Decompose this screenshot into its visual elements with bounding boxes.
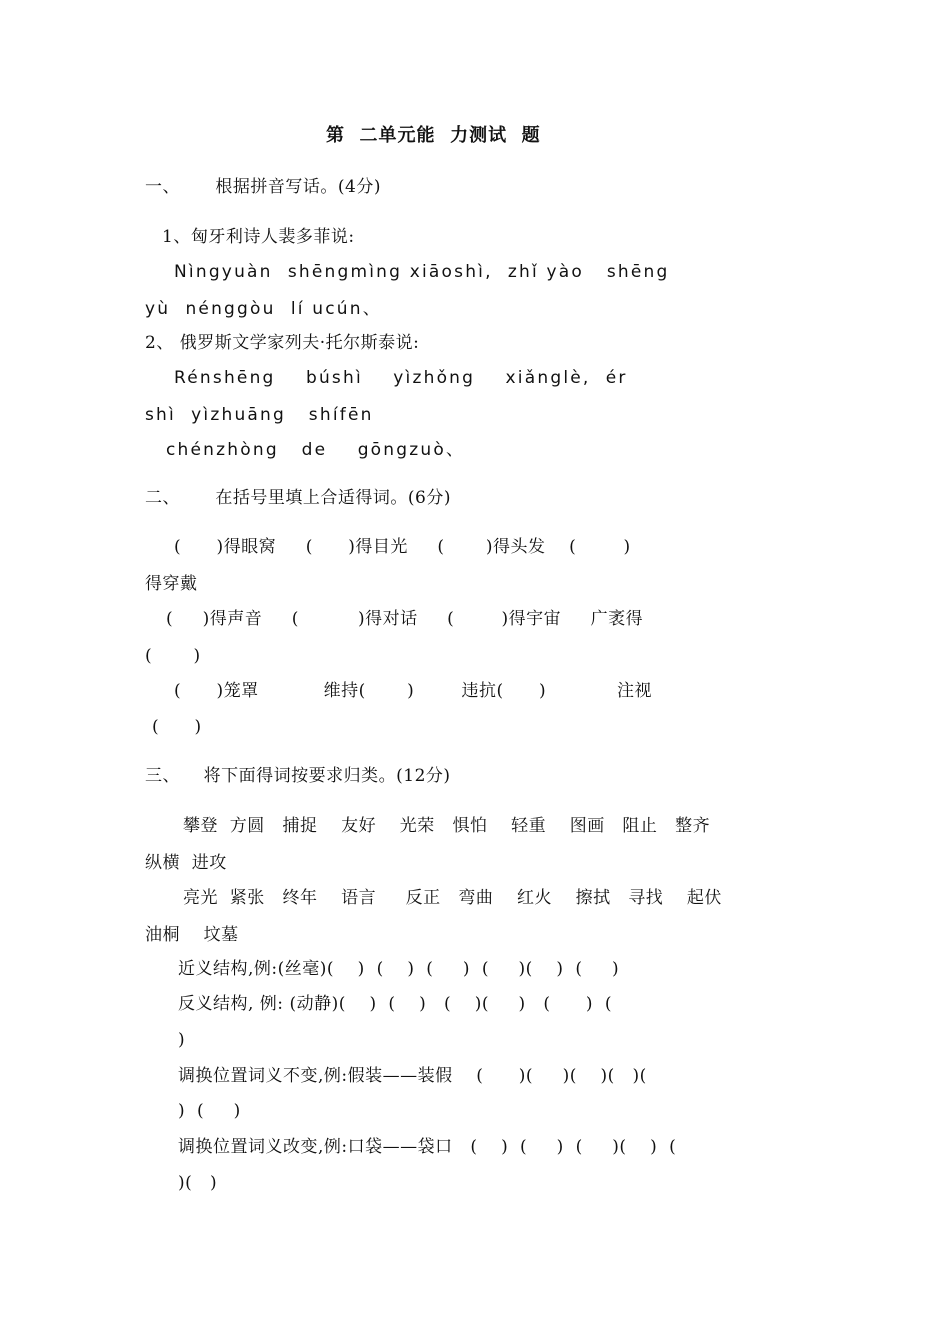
section2-row3-cont: ( ) (152, 717, 202, 737)
q2-pinyin-line1: Rénshēng búshì yìzhǒng xiǎnglè, ér (174, 368, 628, 388)
swap-same-meaning-line: 调换位置词义不变,例:假装——装假 ( )( )( )( )( (178, 1066, 647, 1086)
word-list-line1-cont: 纵横 进攻 (145, 853, 227, 873)
section2-heading: 二、 在括号里填上合适得词。(6分) (145, 488, 452, 508)
antonym-line: 反义结构, 例: (动静)( ) ( ) ( )( ) ( ) ( (178, 994, 612, 1014)
q1-pinyin-line1: Nìngyuàn shēngmìng xiāoshì, zhǐ yào shēng (174, 262, 670, 282)
word-list-line2-cont: 油桐 坟墓 (145, 925, 239, 945)
antonym-line-cont: ) (178, 1030, 186, 1050)
section1-heading: 一、 根据拼音写话。(4分) (145, 177, 382, 197)
section2-row2-cont: ( ) (145, 646, 201, 666)
q2-pinyin-line2: shì yìzhuāng shífēn (145, 405, 374, 425)
q1-pinyin-line2: yù nénggòu lí ucún、 (145, 299, 382, 319)
section2-row1-cont: 得穿戴 (145, 574, 198, 594)
section2-row1: ( )得眼窝 ( )得目光 ( )得头发 ( ) (174, 537, 631, 557)
q2-pinyin-line3: chénzhòng de gōngzuò、 (166, 440, 466, 460)
page-title: 第 二单元能 力测试 题 (326, 125, 541, 146)
word-list-line1: 攀登 方圆 捕捉 友好 光荣 惧怕 轻重 图画 阻止 整齐 (183, 816, 711, 836)
word-list-line2: 亮光 紧张 终年 语言 反正 弯曲 红火 擦拭 寻找 起伏 (183, 888, 722, 908)
swap-diff-meaning-line-cont: )( ) (178, 1173, 218, 1193)
swap-diff-meaning-line: 调换位置词义改变,例:口袋——袋口 ( ) ( ) ( )( ) ( (178, 1137, 677, 1157)
section2-row3: ( )笼罩 维持( ) 违抗( ) 注视 (174, 681, 652, 701)
q2-intro: 2、 俄罗斯文学家列夫·托尔斯泰说: (145, 333, 420, 353)
near-synonym-line: 近义结构,例:(丝毫)( ) ( ) ( ) ( )( ) ( ) (178, 959, 620, 979)
section2-row2: ( )得声音 ( )得对话 ( )得宇宙 广袤得 (166, 609, 644, 629)
q1-intro: 1、匈牙利诗人裴多菲说: (162, 227, 355, 247)
section3-heading: 三、 将下面得词按要求归类。(12分) (145, 766, 451, 786)
swap-same-meaning-line-cont: ) ( ) (178, 1101, 241, 1121)
